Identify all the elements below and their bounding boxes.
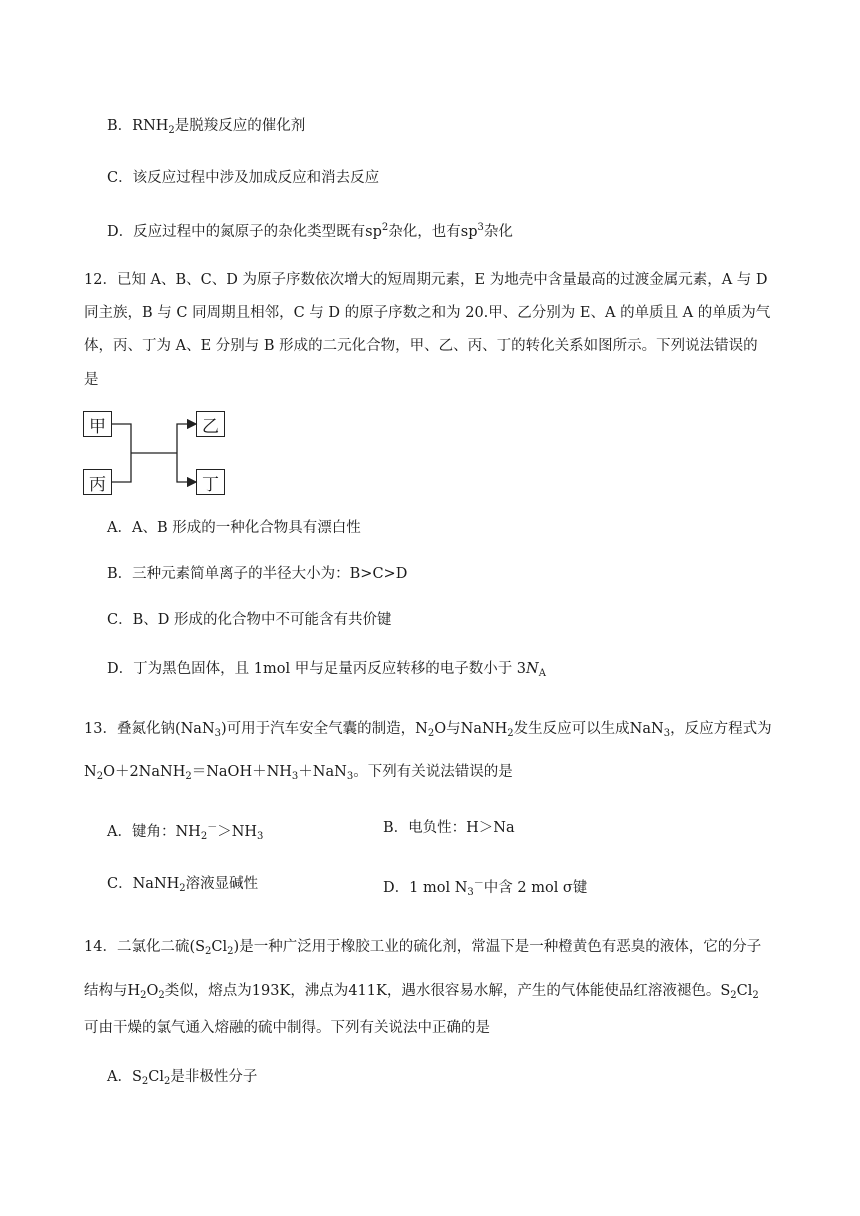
diagram-box-jia: 甲 [83,411,112,437]
q13-option-b: B．电负性：H＞Na [383,820,515,836]
q11-option-c: C．该反应过程中涉及加成反应和消去反应 [107,170,380,186]
q12-option-c: C．B、D 形成的化合物中不可能含有共价键 [107,612,392,628]
q12-stem-line-4: 是 [84,372,99,388]
diagram-box-bing: 丙 [83,469,112,495]
q12-stem-line-1: 12．已知 A、B、C、D 为原子序数依次增大的短周期元素，E 为地壳中含量最高的过渡金属元素，A 与 D [84,272,768,288]
q11-option-b: B．$RNH_2$是脱羧反应的催化剂 [107,118,306,136]
q12-stem-line-3: 体，丙、丁为 A、E 分别与 B 形成的二元化合物，甲、乙、丙、丁的转化关系如图所示。下列说法错误的 [84,338,758,354]
q11-option-d: D．反应过程中的氮原子的杂化类型既有$sp^2$杂化，也有$sp^3$杂化 [107,222,513,240]
q12-option-a: A．A、B 形成的一种化合物具有漂白性 [107,520,361,536]
q13-option-a: A．键角：$NH_2^->NH_3$ [107,822,264,842]
diagram-box-yi: 乙 [196,411,225,437]
q13-option-d: D．1 mol $N_3^-$中含 2 mol σ键 [383,878,588,898]
q13-equation-line: $N_2O+2NaNH_2=NaOH+NH_3+NaN_3$。下列有关说法错误的是 [84,764,513,782]
q13-option-c: C．NaNH$_2$溶液显碱性 [107,876,259,894]
q14-option-a: A．$S_2Cl_2$是非极性分子 [107,1069,258,1087]
q12-stem-line-2: 同主族，B 与 C 同周期且相邻，C 与 D 的原子序数之和为 20.甲、乙分别为 E、A 的单质且 A 的单质为气 [84,305,771,321]
q14-stem-line-1: 14．二氯化二硫$(S_2Cl_2)$是一种广泛用于橡胶工业的硫化剂，常温下是一种橙黄色有恶臭的液体，它的分子 [84,939,762,957]
diagram-box-ding: 丁 [196,469,225,495]
q14-stem-line-3: 可由干燥的氯气通入熔融的硫中制得。下列有关说法中正确的是 [84,1020,490,1036]
q14-stem-line-2: 结构与$H_2O_2$类似，熔点为193K，沸点为411K，遇水很容易水解，产生的气体能使品红溶液褪色。$S_2Cl_2$ [84,983,759,1001]
q12-option-d: D．丁为黑色固体，且 1mol 甲与足量丙反应转移的电子数小于 $3N_A$ [107,661,546,679]
q12-option-b: B．三种元素简单离子的半径大小为：B>C>D [107,566,408,582]
q13-stem-line-1: 13．叠氮化钠(NaN$_3$)可用于汽车安全气囊的制造，$N_2O$与NaNH$_2$发生反应可以生成NaN$_3$，反应方程式为 [84,721,772,739]
